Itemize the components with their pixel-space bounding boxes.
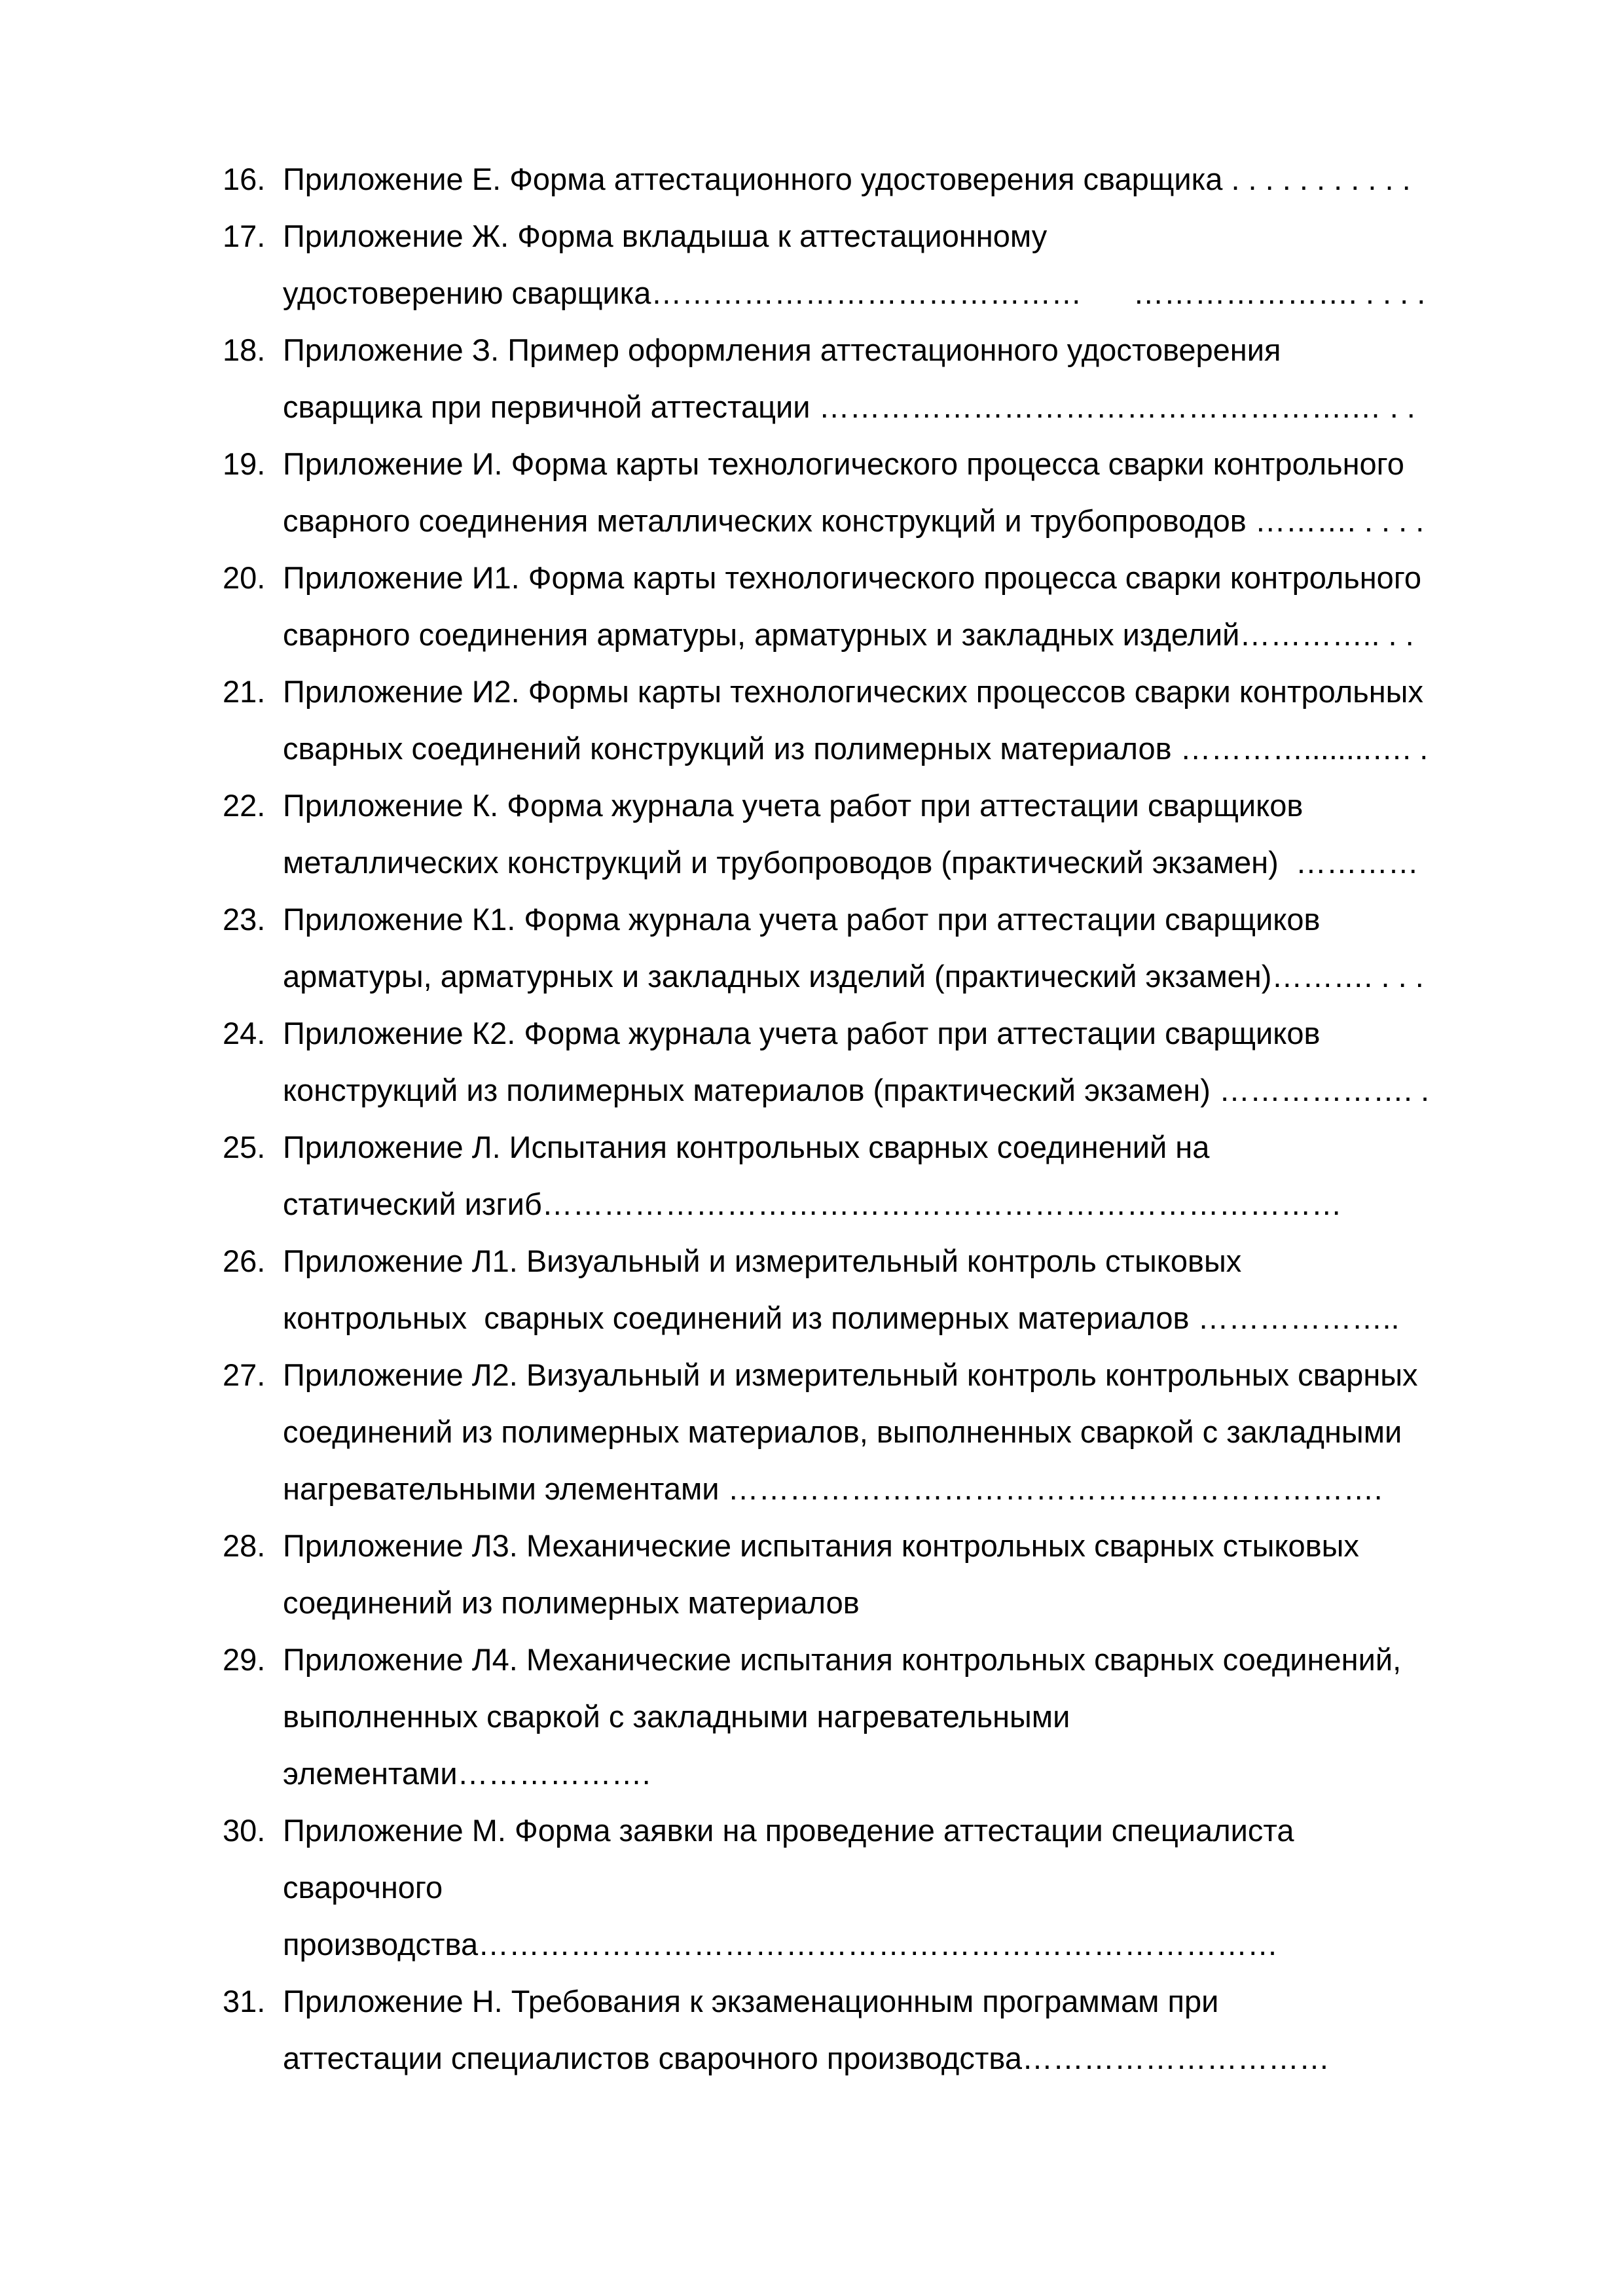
toc-entry-text-line: сварщика при первичной аттестации …………………………………………….… . . [283,389,1415,424]
toc-entry-text-line: Приложение Н. Требования к экзаменационным программам при [283,1984,1219,2018]
toc-entry-text-line: Приложение Ж. Форма вкладыша к аттестационному [283,219,1048,253]
toc-entry-number: 24. [223,1016,266,1050]
toc-entry-text-line: Приложение Л. Испытания контрольных сварных соединений на [283,1130,1210,1164]
toc-entry-text-line: Приложение Л1. Визуальный и измерительный контроль стыковых [283,1244,1242,1278]
toc-entry [223,663,1519,777]
toc-entry-text-line: сварочного [283,1870,443,1905]
toc-entry-text-line: выполненных сваркой с закладными нагревательными [283,1699,1070,1734]
toc-entry-number: 31. [223,1984,266,2018]
toc-entry-text-line: металлических конструкций и трубопроводов (практический экзамен) ………… [283,845,1419,880]
toc-entry-text-line: конструкций из полимерных материалов (практический экзамен) ………………. . [283,1073,1430,1107]
toc-entry-number: 25. [223,1130,266,1164]
toc-entry-number: 17. [223,219,266,253]
toc-entry-text-line: элементами………………. [283,1756,651,1791]
toc-entry-text-line: Приложение К. Форма журнала учета работ при аттестации сварщиков [283,788,1304,823]
toc-entry-text-line: производства…………………………………………………………………… [283,1927,1279,1962]
toc-entry-number: 20. [223,560,266,595]
toc-entry-text-line: сварных соединений конструкций из полимерных материалов …………........…. . [283,731,1429,766]
toc-entry [223,1973,1519,2087]
toc-entry [223,151,1519,207]
toc-entry [223,321,1519,435]
toc-entry [223,1005,1519,1119]
toc-entry-text-line: Приложение И. Форма карты технологического процесса сварки контрольного [283,446,1404,481]
toc-entry-number: 30. [223,1813,266,1848]
toc-entry [223,1631,1519,1802]
toc-entry-text-line: Приложение И2. Формы карты технологических процессов сварки контрольных [283,674,1423,709]
toc-entry-number: 26. [223,1244,266,1278]
toc-entry-text-line: арматуры, арматурных и закладных изделий (практический экзамен)………. . . . [283,959,1424,994]
toc-entry-text-line: сварного соединения арматуры, арматурных и закладных изделий………….. . . [283,617,1414,652]
toc-entry-text-line: соединений из полимерных материалов [283,1585,860,1620]
toc-entry-text-line: Приложение М. Форма заявки на проведение аттестации специалиста [283,1813,1294,1848]
toc-entry [223,1119,1519,1232]
toc-entry [223,891,1519,1005]
toc-entry [223,1346,1519,1517]
toc-entry-text-line: Приложение Е. Форма аттестационного удостоверения сварщика . . . . . . . . . . . [283,162,1411,196]
toc-entry-text-line: Приложение З. Пример оформления аттестационного удостоверения [283,332,1281,367]
toc-entry-text-line: Приложение К2. Форма журнала учета работ при аттестации сварщиков [283,1016,1321,1050]
toc-entry-text-line: удостоверению сварщика…………………………………… …………………. . . . . [283,276,1426,310]
toc-entry-text-line: аттестации специалистов сварочного производства………………………… [283,2041,1330,2075]
table-of-contents [223,151,1519,2087]
toc-entry-number: 19. [223,446,266,481]
toc-entry-text-line: Приложение И1. Форма карты технологического процесса сварки контрольного [283,560,1422,595]
toc-entry-text-line: Приложение К1. Форма журнала учета работ при аттестации сварщиков [283,902,1321,937]
toc-entry-number: 21. [223,674,266,709]
toc-entry-text-line: нагревательными элементами ………………………………………………………. [283,1471,1383,1506]
toc-entry-text-line: сварного соединения металлических конструкций и трубопроводов ………. . . . . [283,503,1425,538]
toc-entry-number: 29. [223,1642,266,1677]
toc-entry-number: 18. [223,332,266,367]
toc-entry-number: 22. [223,788,266,823]
toc-entry-number: 16. [223,162,266,196]
toc-entry [223,207,1519,321]
toc-entry-text-line: контрольных сварных соединений из полимерных материалов ……………….. [283,1300,1400,1335]
toc-entry-number: 27. [223,1357,266,1392]
toc-entry-text-line: статический изгиб…………………………………………………………………… [283,1187,1342,1221]
toc-entry [223,549,1519,663]
toc-entry [223,777,1519,891]
toc-entry-text-line: Приложение Л3. Механические испытания контрольных сварных стыковых [283,1528,1359,1563]
toc-entry [223,1517,1519,1631]
toc-entry [223,1802,1519,1973]
toc-entry-text-line: Приложение Л2. Визуальный и измерительный контроль контрольных сварных [283,1357,1418,1392]
toc-entry-number: 23. [223,902,266,937]
toc-entry-number: 28. [223,1528,266,1563]
toc-entry-text-line: соединений из полимерных материалов, выполненных сваркой с закладными [283,1414,1402,1449]
toc-entry-text-line: Приложение Л4. Механические испытания контрольных сварных соединений, [283,1642,1402,1677]
toc-entry [223,1232,1519,1346]
toc-entry [223,435,1519,549]
